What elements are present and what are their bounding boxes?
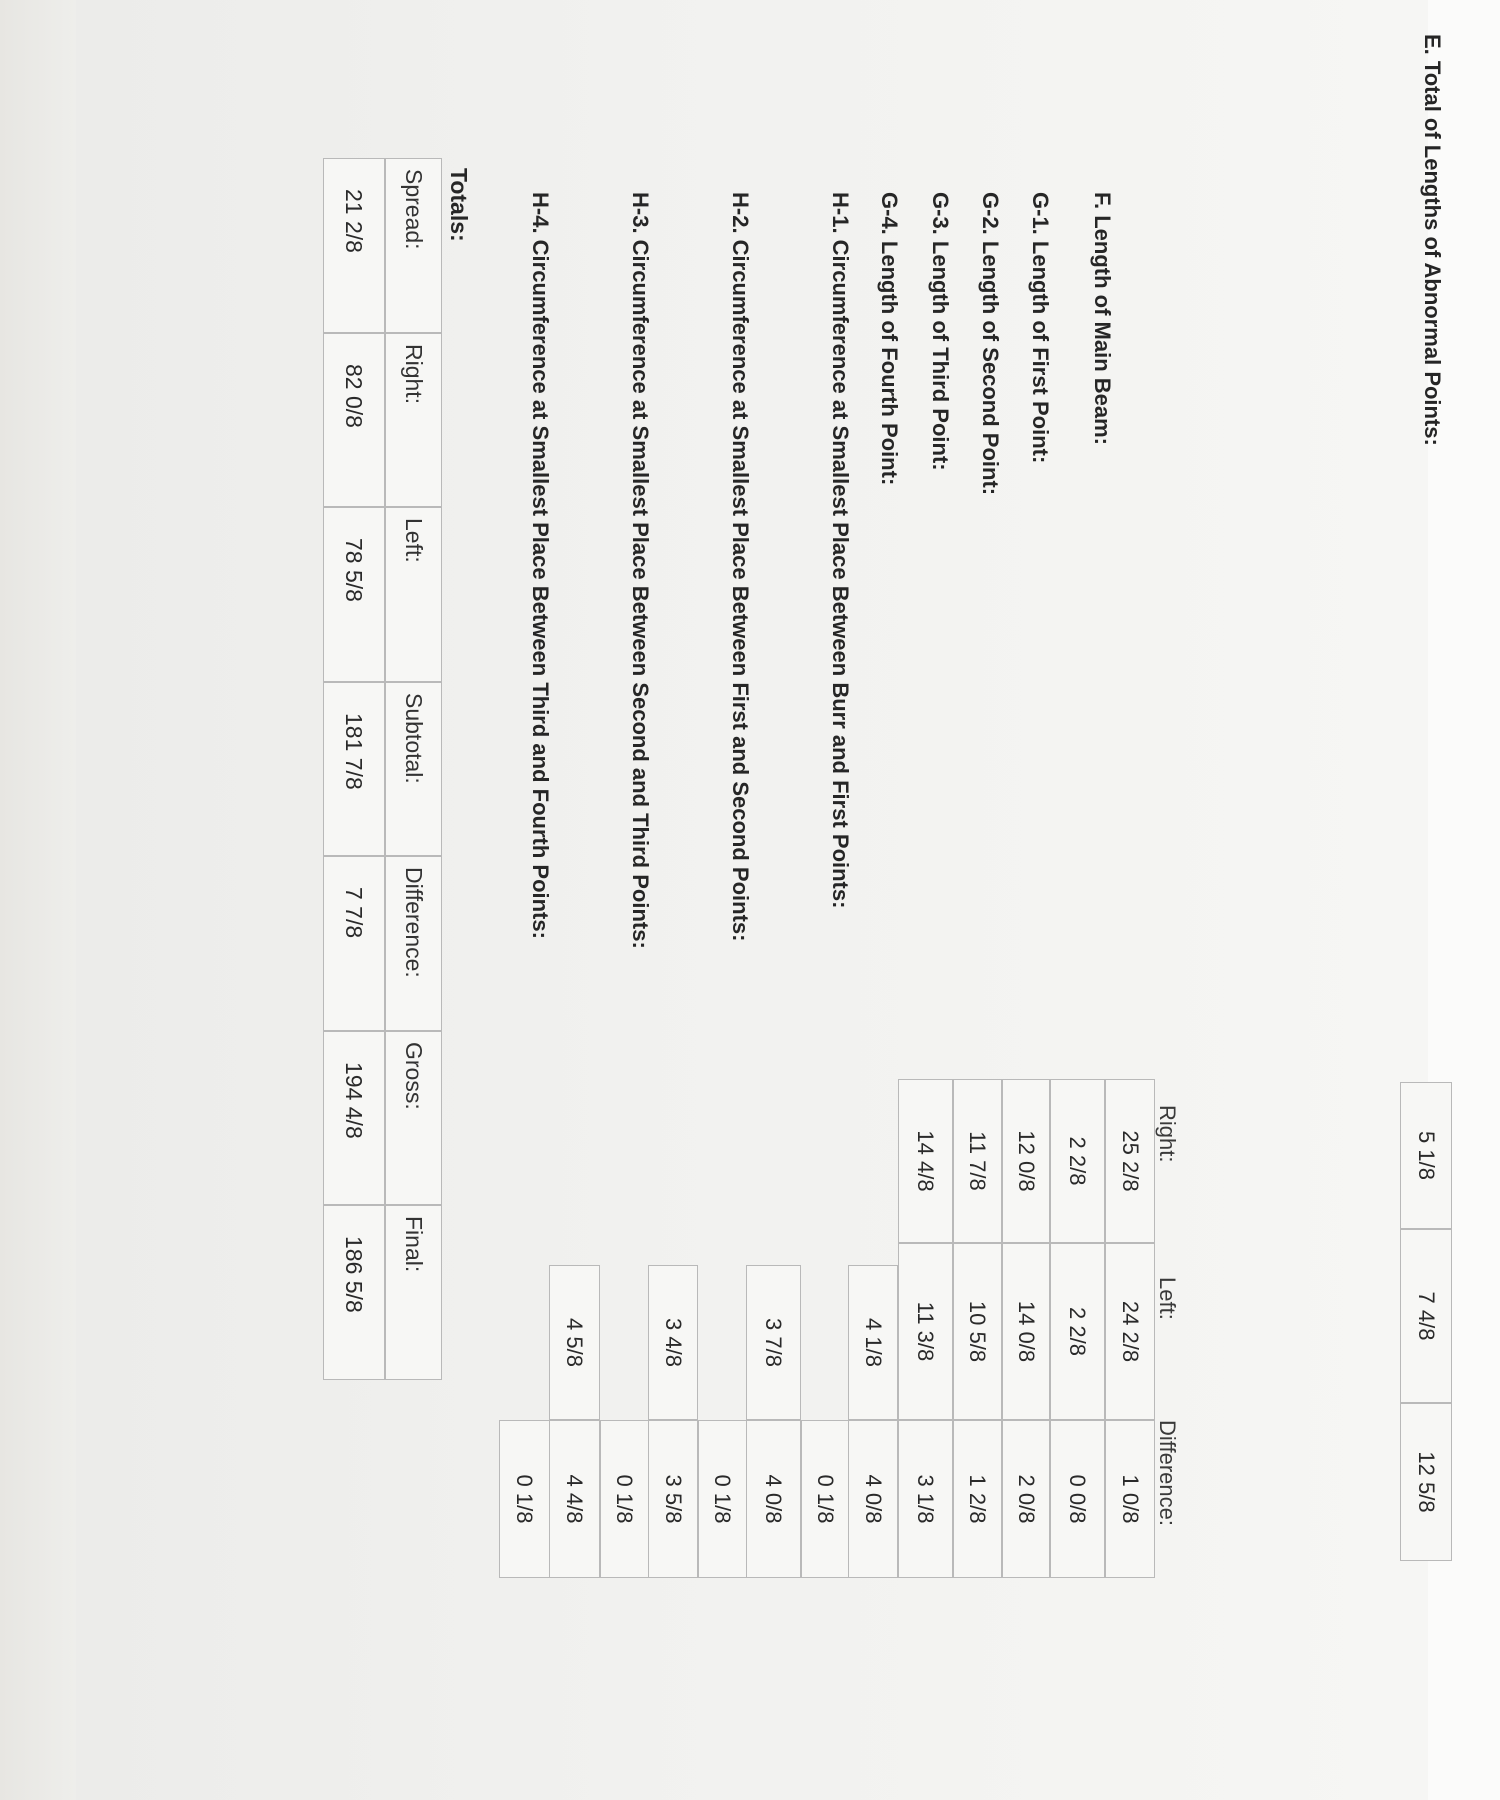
third-point-left <box>953 1243 1002 1420</box>
totals-value-right <box>323 333 385 507</box>
circumference-h2-left-value: 4 0/8 <box>761 1474 787 1524</box>
totals-value-subtotal-text: 181 7/8 <box>341 713 368 790</box>
fourth-point-right <box>898 1079 953 1243</box>
totals-header-subtotal <box>385 682 442 856</box>
third-point-difference-value: 1 2/8 <box>965 1474 991 1524</box>
totals-header-gross <box>385 1031 442 1205</box>
fourth-point-label: G-4. Length of Fourth Point: <box>877 192 902 486</box>
circumference-h1-right <box>848 1265 898 1420</box>
main-beam-right-value: 25 2/8 <box>1118 1130 1143 1192</box>
abnormal-right-cell <box>1400 1082 1452 1229</box>
totals-header-right-text: Right: <box>401 344 427 405</box>
circumference-h3-right-value: 3 4/8 <box>661 1318 686 1367</box>
fourth-point-left <box>898 1243 953 1420</box>
fourth-point-difference-value: 3 1/8 <box>913 1474 939 1524</box>
abnormal-points-label: E. Total of Lengths of Abnormal Points: <box>1420 34 1445 446</box>
circumference-h3-difference-value: 0 1/8 <box>612 1474 638 1524</box>
third-point-right-value: 11 7/8 <box>965 1131 991 1191</box>
totals-header-gross-text: Gross: <box>401 1042 427 1110</box>
circumference-h2-right <box>746 1265 801 1420</box>
circumference-h1-difference <box>801 1420 848 1578</box>
totals-value-final <box>323 1205 385 1380</box>
abnormal-difference-cell <box>1400 1403 1452 1561</box>
totals-value-subtotal <box>323 682 385 856</box>
totals-value-gross-text: 194 4/8 <box>341 1062 368 1139</box>
third-point-left-value: 10 5/8 <box>965 1300 991 1363</box>
totals-header-difference <box>385 856 442 1031</box>
second-point-difference <box>1002 1420 1050 1578</box>
totals-header-subtotal-text: Subtotal: <box>401 693 427 784</box>
circumference-h1-difference-value: 0 1/8 <box>813 1474 838 1524</box>
totals-value-right-text: 82 0/8 <box>341 364 368 428</box>
circumference-h3-right <box>648 1265 698 1420</box>
totals-value-difference <box>323 856 385 1031</box>
background-surface <box>0 0 76 1800</box>
totals-value-spread-text: 21 2/8 <box>341 189 368 253</box>
first-point-left-value: 2 2/8 <box>1065 1307 1091 1356</box>
first-point-right-value: 2 2/8 <box>1065 1136 1091 1186</box>
totals-header-final <box>385 1205 442 1380</box>
totals-header-difference-text: Difference: <box>401 867 427 978</box>
third-point-label: G-3. Length of Third Point: <box>928 192 953 471</box>
left-column-header: Left: <box>1155 1277 1180 1320</box>
circumference-h2-label: H-2. Circumference at Smallest Place Between First and Second Points: <box>728 192 753 942</box>
abnormal-right-value: 5 1/8 <box>1414 1131 1439 1180</box>
circumference-h1-left-value: 4 0/8 <box>861 1474 886 1524</box>
totals-header-spread-text: Spread: <box>401 169 427 250</box>
totals-value-final-text: 186 5/8 <box>341 1236 368 1313</box>
circumference-h2-left <box>746 1420 801 1578</box>
totals-header-left-text: Left: <box>401 518 427 563</box>
fourth-point-left-value: 11 3/8 <box>913 1301 939 1362</box>
circumference-h1-right-value: 4 1/8 <box>861 1318 886 1367</box>
circumference-h4-difference <box>499 1420 549 1578</box>
totals-header-right <box>385 333 442 507</box>
abnormal-left-value: 7 4/8 <box>1414 1291 1439 1341</box>
main-beam-right <box>1105 1079 1155 1243</box>
circumference-h1-label: H-1. Circumference at Smallest Place Between Burr and First Points: <box>828 192 853 909</box>
circumference-h4-difference-value: 0 1/8 <box>512 1474 538 1524</box>
second-point-difference-value: 2 0/8 <box>1014 1474 1039 1524</box>
first-point-right <box>1050 1079 1105 1243</box>
abnormal-difference-value: 12 5/8 <box>1414 1451 1439 1513</box>
totals-value-difference-text: 7 7/8 <box>341 887 368 939</box>
circumference-h3-difference <box>600 1420 648 1578</box>
abnormal-left-cell <box>1400 1229 1452 1403</box>
totals-value-spread <box>323 158 385 333</box>
circumference-h4-left-value: 4 4/8 <box>562 1474 588 1524</box>
main-beam-difference-value: 1 0/8 <box>1118 1474 1143 1524</box>
first-point-difference-value: 0 0/8 <box>1065 1474 1091 1524</box>
circumference-h2-difference <box>698 1420 746 1578</box>
right-column-header: Right: <box>1155 1105 1180 1163</box>
circumference-h3-left <box>648 1420 698 1578</box>
totals-value-gross <box>323 1031 385 1205</box>
second-point-right-value: 12 0/8 <box>1014 1130 1039 1192</box>
totals-header-final-text: Final: <box>401 1216 427 1273</box>
circumference-h3-label: H-3. Circumference at Smallest Place Between Second and Third Points: <box>628 192 653 949</box>
circumference-h4-right-value: 4 5/8 <box>562 1318 588 1367</box>
second-point-right <box>1002 1079 1050 1243</box>
circumference-h4-right <box>549 1265 600 1420</box>
first-point-left <box>1050 1243 1105 1420</box>
second-point-label: G-2. Length of Second Point: <box>978 192 1003 496</box>
main-beam-label: F. Length of Main Beam: <box>1090 192 1115 445</box>
totals-value-left <box>323 507 385 682</box>
third-point-difference <box>953 1420 1002 1578</box>
first-point-difference <box>1050 1420 1105 1578</box>
main-beam-difference <box>1105 1420 1155 1578</box>
second-point-left <box>1002 1243 1050 1420</box>
totals-header-left <box>385 507 442 682</box>
difference-column-header: Difference: <box>1155 1420 1180 1526</box>
score-sheet <box>90 0 1445 1800</box>
main-beam-left-value: 24 2/8 <box>1118 1300 1143 1363</box>
circumference-h2-difference-value: 0 1/8 <box>710 1474 736 1524</box>
circumference-h4-label: H-4. Circumference at Smallest Place Between Third and Fourth Points: <box>528 192 553 939</box>
totals-value-left-text: 78 5/8 <box>341 538 368 602</box>
totals-title: Totals: <box>446 168 472 242</box>
circumference-h3-left-value: 3 5/8 <box>661 1474 686 1524</box>
main-beam-left <box>1105 1243 1155 1420</box>
circumference-h1-left <box>848 1420 898 1578</box>
fourth-point-right-value: 14 4/8 <box>913 1130 939 1192</box>
totals-header-spread <box>385 158 442 333</box>
circumference-h2-right-value: 3 7/8 <box>761 1318 787 1367</box>
fourth-point-difference <box>898 1420 953 1578</box>
first-point-label: G-1. Length of First Point: <box>1028 192 1053 464</box>
circumference-h4-left <box>549 1420 600 1578</box>
third-point-right <box>953 1079 1002 1243</box>
second-point-left-value: 14 0/8 <box>1014 1300 1039 1363</box>
